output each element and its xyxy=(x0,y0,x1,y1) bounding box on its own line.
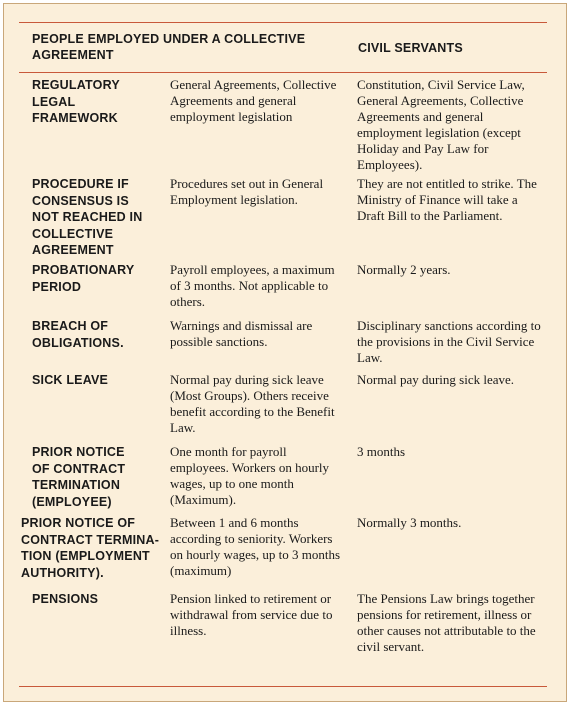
civil-servant-cell: Normal pay during sick leave. xyxy=(357,372,515,387)
collective-cell: Procedures set out in General Employment legislation. xyxy=(170,176,324,207)
collective-cell: Payroll employees, a maximum of 3 months. Not applicable to others. xyxy=(170,262,335,309)
bottom-rule xyxy=(19,686,547,687)
row-label: PROBATIONARY PERIOD xyxy=(32,263,135,294)
header-rule xyxy=(19,72,547,73)
civil-servant-cell: Disciplinary sanctions according to the provisions in the Civil Service Law. xyxy=(357,318,541,365)
row-label: SICK LEAVE xyxy=(32,373,109,387)
row-label: PRIOR NOTICE OF CONTRACT TERMINA-TION (EMPLOYMENT AUTHORITY). xyxy=(21,516,160,580)
civil-servant-cell: They are not entitled to strike. The Ministry of Finance will take a Draft Bill to the Parliament. xyxy=(357,176,537,223)
collective-cell: Pension linked to retirement or withdrawal from service due to illness. xyxy=(170,591,333,638)
row-label: BREACH OF OBLIGATIONS. xyxy=(32,319,124,350)
row-label: PENSIONS xyxy=(32,592,99,606)
collective-cell: Warnings and dismissal are possible sanctions. xyxy=(170,318,313,349)
civil-servant-cell: The Pensions Law brings together pensions for retirement, illness or other causes not attributable to the civil servant. xyxy=(357,591,536,654)
collective-cell: Between 1 and 6 months according to seniority. Workers on hourly wages, up to 3 months (maximum) xyxy=(170,515,341,578)
header-collective-agreement: PEOPLE EMPLOYED UNDER A COLLECTIVE AGREEMENT xyxy=(32,32,306,62)
row-label: PRIOR NOTICE OF CONTRACT TERMINATION (EMPLOYEE) xyxy=(32,445,126,509)
civil-servant-cell: Normally 3 months. xyxy=(357,515,462,530)
collective-cell: Normal pay during sick leave (Most Groups). Others receive benefit according to the Benefit Law. xyxy=(170,372,335,435)
header-civil-servants: CIVIL SERVANTS xyxy=(358,41,463,55)
civil-servant-cell: Constitution, Civil Service Law, General Agreements, Collective Agreements and general employment legislation (except Holiday and Pay Law for Employees). xyxy=(357,77,525,172)
civil-servant-cell: 3 months xyxy=(357,444,406,459)
collective-cell: General Agreements, Collective Agreements and general employment legislation xyxy=(170,77,337,124)
top-rule xyxy=(19,22,547,23)
collective-cell: One month for payroll employees. Workers on hourly wages, up to one month (Maximum). xyxy=(170,444,330,507)
civil-servant-cell: Normally 2 years. xyxy=(357,262,451,277)
row-label: REGULATORY LEGAL FRAMEWORK xyxy=(32,78,120,125)
row-label: PROCEDURE IF CONSENSUS IS NOT REACHED IN COLLECTIVE AGREEMENT xyxy=(32,177,143,257)
